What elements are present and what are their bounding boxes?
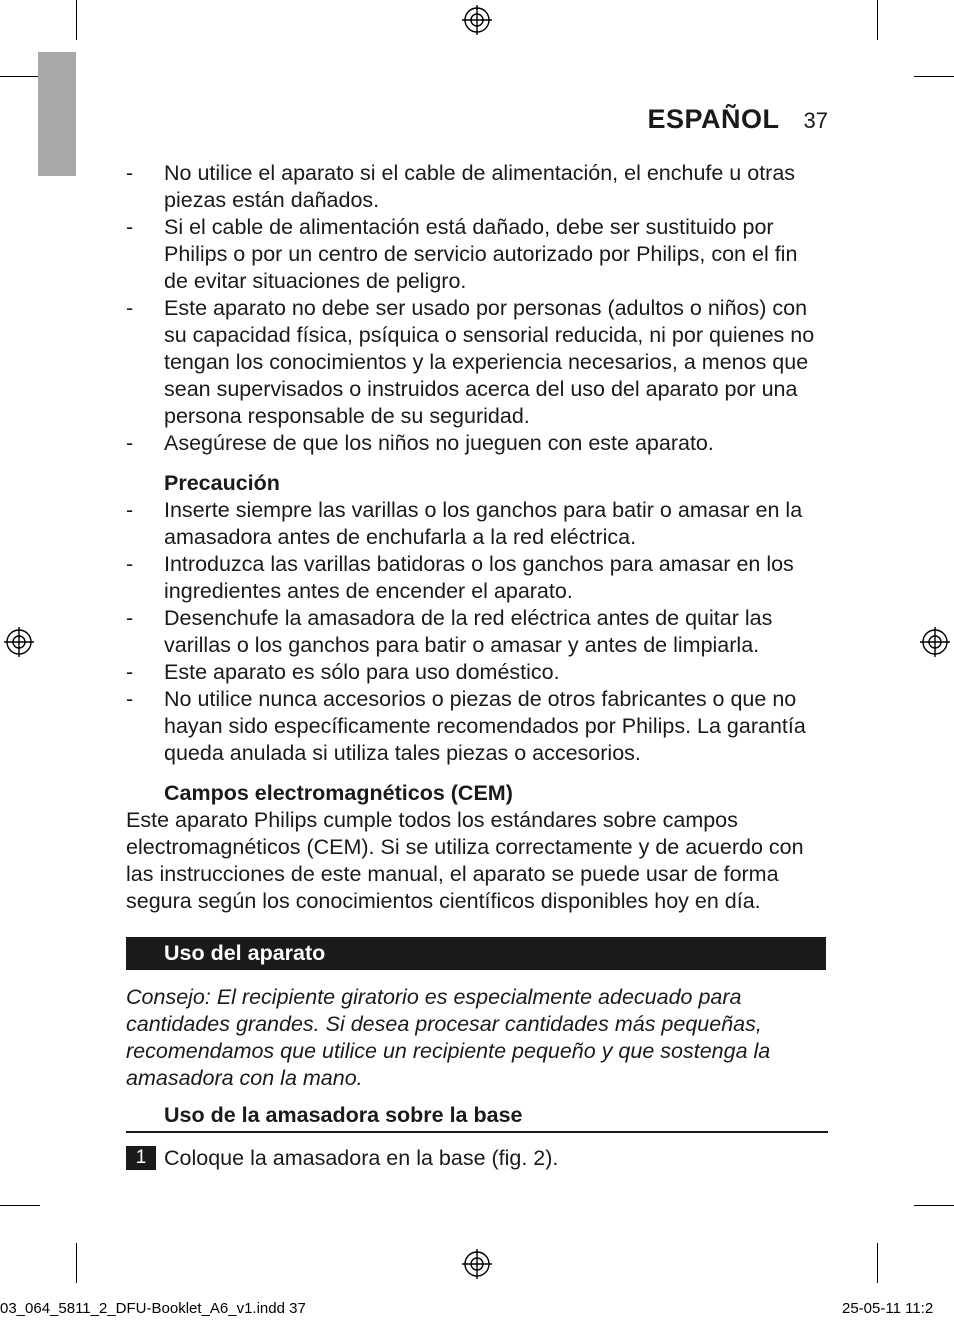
footer-filename: 03_064_5811_2_DFU-Booklet_A6_v1.indd 37 [0,1300,306,1317]
bullet-dash: - [126,431,134,455]
language-tab [38,52,76,176]
tip-paragraph: Consejo: El recipiente giratorio es especialmente adecuado para cantidades grandes. Si desea procesar cantidades más pequeñas, recomendamos que utilice un recipiente pequeño y que sostenga la amasadora con la mano. [126,985,771,1090]
language-title: ESPAÑOL [647,104,780,134]
caution-heading: Precaución [164,471,280,495]
footer-datetime: 25-05-11 11:2 [842,1300,934,1317]
bullet-dash: - [126,161,134,185]
bullet-dash: - [126,552,134,576]
list-item: - No utilice nunca accesorios o piezas de otros fabricantes o que no hayan sido específicamente recomendados por Philips. La garantía queda anulada si utiliza tales piezas o accesorios. [126,687,806,765]
step-text: Coloque la amasadora en la base (fig. 2). [164,1146,559,1170]
bullet-dash: - [126,498,134,522]
list-item: - Inserte siempre las varillas o los ganchos para batir o amasar en la amasadora antes de enchufarla a la red eléctrica. [126,498,803,549]
emf-paragraph: Este aparato Philips cumple todos los estándares sobre campos electromagnéticos (CEM). Si se utiliza correctamente y de acuerdo con las instrucciones de este manual, el aparato se puede usar de forma segura según los conocimientos científicos disponibles hoy en día. [126,808,804,913]
emf-heading: Campos electromagnéticos (CEM) [164,781,513,805]
registration-mark-icon [920,627,950,657]
crop-mark [76,1243,77,1283]
main-content [126,160,826,1172]
page-header [648,104,829,135]
crop-mark [877,0,878,40]
list-item: - Desenchufe la amasadora de la red eléctrica antes de quitar las varillas o los ganchos para batir o amasar y antes de limpiarla. [126,606,773,657]
section-heading: Uso del aparato [126,937,826,970]
bullet-dash: - [126,296,134,320]
crop-mark [0,1205,40,1206]
warning-list [126,160,826,457]
caution-list [126,497,826,767]
crop-mark [0,76,40,77]
list-item: - Introduzca las varillas batidoras o los ganchos para amasar en los ingredientes antes de encender el aparato. [126,552,794,603]
list-item: - Este aparato no debe ser usado por personas (adultos o niños) con su capacidad física, psíquica o sensorial reducida, ni por quienes no tengan los conocimientos y la experiencia necesarios, a menos que sean supervisados o instruidos acerca del uso del aparato por una persona responsable de su seguridad. [126,296,815,428]
crop-mark [914,76,954,77]
list-item: - Si el cable de alimentación está dañado, debe ser sustituido por Philips o por un centro de servicio autorizado por Philips, con el fin de evitar situaciones de peligro. [126,215,798,293]
crop-mark [914,1205,954,1206]
subsection-heading: Uso de la amasadora sobre la base [126,1102,828,1133]
page-number: 37 [803,108,828,133]
list-item: - Asegúrese de que los niños no jueguen con este aparato. [126,431,714,455]
bullet-dash: - [126,606,134,630]
step-number: 1 [126,1146,156,1170]
registration-mark-icon [462,5,492,35]
bullet-dash: - [126,215,134,239]
registration-mark-icon [4,627,34,657]
list-item: - No utilice el aparato si el cable de alimentación, el enchufe u otras piezas están dañados. [126,161,796,212]
list-item: - Este aparato es sólo para uso doméstico. [126,660,560,684]
bullet-dash: - [126,660,134,684]
bullet-dash: - [126,687,134,711]
registration-mark-icon [462,1249,492,1279]
step-item [126,1145,826,1172]
crop-mark [877,1243,878,1283]
crop-mark [76,0,77,40]
